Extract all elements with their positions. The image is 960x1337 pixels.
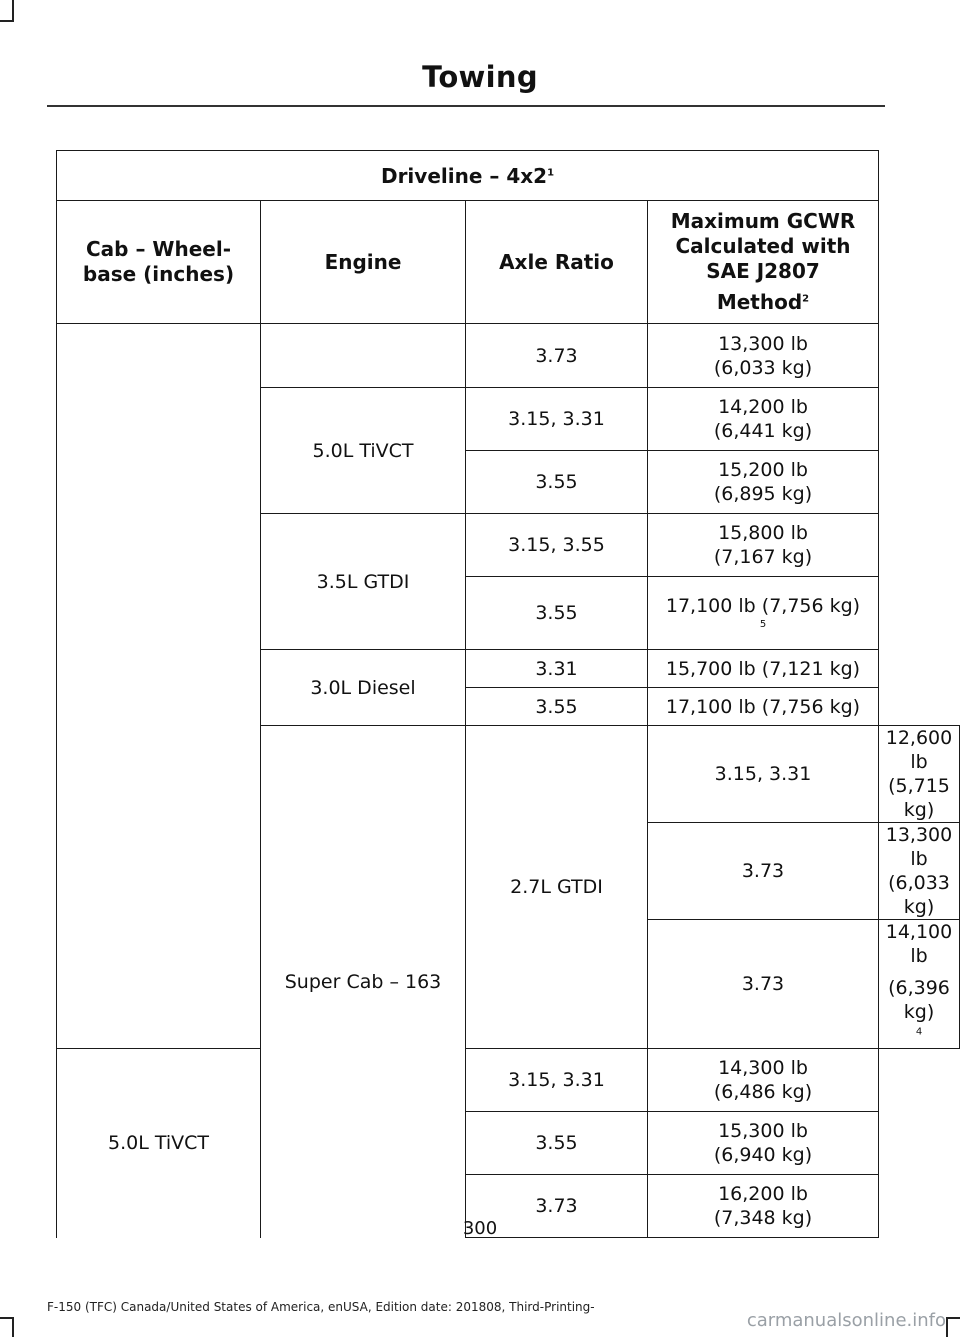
gcwr-cell: 15,800 lb (7,167 kg): [648, 514, 879, 577]
engine-cell: 5.0L TiVCT: [261, 388, 466, 514]
watermark: carmanualsonline.info: [746, 1310, 946, 1331]
axle-cell: 3.55: [466, 451, 648, 514]
table-caption: Driveline – $4x2^1$: [57, 151, 879, 201]
gcwr-cell: 13,300 lb (6,033 kg): [648, 324, 879, 388]
engine-cell: 3.5L GTDI: [261, 514, 466, 650]
page-number: 300: [462, 1218, 498, 1239]
gcwr-cell: 14,300 lb (6,486 kg): [648, 1049, 879, 1112]
axle-cell: 3.15, 3.31: [648, 726, 879, 823]
axle-cell: 3.55: [466, 1112, 648, 1175]
axle-cell: 3.73: [466, 1175, 648, 1238]
cab-cell: Super Cab – 163: [261, 726, 466, 1238]
gcwr-cell: 15,300 lb (6,940 kg): [648, 1112, 879, 1175]
table-row: [57, 1049, 960, 1112]
axle-cell: 3.73: [466, 324, 648, 388]
gcwr-cell: 16,200 lb (7,348 kg): [648, 1175, 879, 1238]
footnote-ref: 2: [802, 293, 810, 305]
gcwr-cell: 17,100 lb (7,756 kg): [648, 688, 879, 726]
axle-cell: 3.55: [466, 577, 648, 650]
table-row: [57, 324, 960, 388]
header-gcwr: Maximum GCWR Calculated with SAE J2807 Method$^2$: [648, 201, 879, 324]
axle-cell: 3.15, 3.55: [466, 514, 648, 577]
axle-cell: 3.55: [466, 688, 648, 726]
title-divider: [47, 105, 885, 107]
crop-mark: [946, 1317, 948, 1337]
gcwr-cell: 14,100 lb (6,396 kg) $^4$: [879, 920, 960, 1049]
engine-cell: 5.0L TiVCT: [57, 1049, 261, 1238]
engine-cell: 2.7L GTDI: [466, 726, 648, 1049]
footnote-ref: 1: [547, 166, 555, 178]
gcwr-cell: 15,200 lb (6,895 kg): [648, 451, 879, 514]
footnote-ref: 5: [759, 619, 767, 630]
engine-cell: 3.0L Diesel: [261, 650, 466, 726]
header-cab: Cab – Wheel-base (inches): [57, 201, 261, 324]
crop-mark: [0, 1317, 14, 1319]
towing-table: [56, 150, 960, 1238]
crop-mark: [12, 1317, 14, 1337]
gcwr-cell: 15,700 lb (7,121 kg): [648, 650, 879, 688]
gcwr-cell: 13,300 lb (6,033 kg): [879, 823, 960, 920]
page-title: Towing: [422, 60, 538, 94]
gcwr-cell: 12,600 lb (5,715 kg): [879, 726, 960, 823]
footnote-ref: 4: [915, 1026, 923, 1038]
footer-text: F-150 (TFC) Canada/United States of America, enUSA, Edition date: 201808, Third-Printing-: [47, 1300, 595, 1314]
cab-cell-empty: [57, 324, 261, 1049]
axle-cell: 3.31: [466, 650, 648, 688]
gcwr-cell: 14,200 lb (6,441 kg): [648, 388, 879, 451]
axle-cell: 3.15, 3.31: [466, 388, 648, 451]
header-row: [57, 201, 960, 324]
axle-cell: 3.73: [648, 920, 879, 1049]
crop-mark: [12, 0, 14, 20]
crop-mark: [946, 1317, 960, 1319]
axle-cell: 3.73: [648, 823, 879, 920]
gcwr-cell: 17,100 lb (7,756 kg) 5: [648, 577, 879, 650]
engine-cell-empty: [261, 324, 466, 388]
header-axle: Axle Ratio: [466, 201, 648, 324]
axle-cell: 3.15, 3.31: [466, 1049, 648, 1112]
crop-mark: [0, 20, 14, 22]
header-engine: Engine: [261, 201, 466, 324]
